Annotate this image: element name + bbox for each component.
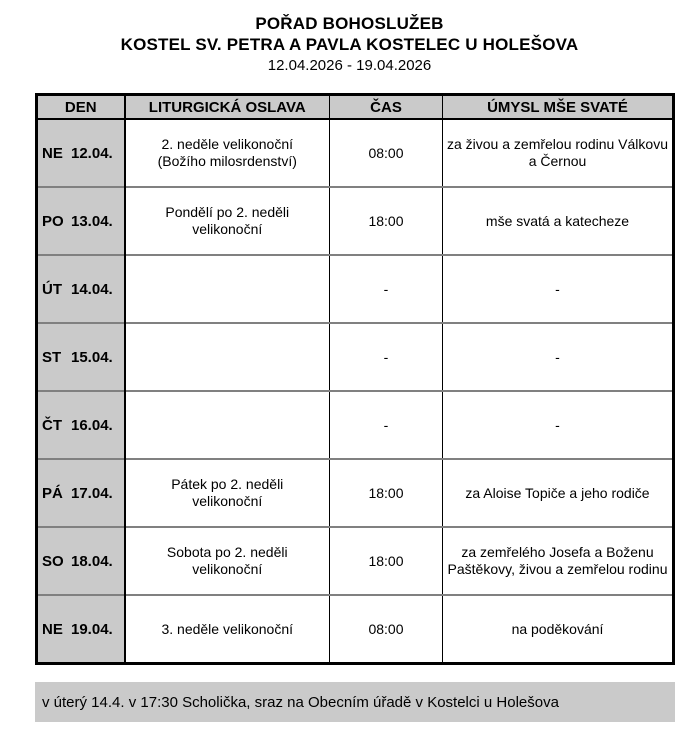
col-header-liturgicka-oslava: LITURGICKÁ OSLAVA xyxy=(125,95,330,120)
table-row xyxy=(37,187,674,255)
day-abbr: SO xyxy=(42,552,64,570)
table-row xyxy=(37,595,674,664)
table-row xyxy=(37,459,674,527)
intention-cell: - xyxy=(443,391,674,459)
time-cell: - xyxy=(330,323,443,391)
day-date: 13.04. xyxy=(71,212,113,230)
table-row xyxy=(37,255,674,323)
celebration-cell xyxy=(125,323,330,391)
footer-note: v úterý 14.4. v 17:30 Scholička, sraz na Obecním úřadě v Kostelci u Holešova xyxy=(42,693,559,711)
intention-cell: - xyxy=(443,255,674,323)
time-cell: - xyxy=(330,255,443,323)
date-range: 12.04.2026 - 19.04.2026 xyxy=(267,57,432,74)
day-cell xyxy=(37,187,125,255)
time-cell: 18:00 xyxy=(330,527,443,595)
day-abbr: PO xyxy=(42,212,64,230)
day-abbr: NE xyxy=(42,144,63,162)
day-date: 15.04. xyxy=(71,348,113,366)
day-abbr: ČT xyxy=(42,416,62,434)
day-cell xyxy=(37,391,125,459)
day-date: 12.04. xyxy=(71,144,113,162)
day-abbr: ST xyxy=(42,348,62,366)
day-cell xyxy=(37,323,125,391)
time-cell: 18:00 xyxy=(330,459,443,527)
celebration-cell: 2. neděle velikonoční (Božího milosrdenství) xyxy=(125,119,330,187)
day-cell xyxy=(37,527,125,595)
celebration-cell xyxy=(125,391,330,459)
day-date: 19.04. xyxy=(71,620,113,638)
footer-note-bar xyxy=(35,682,675,722)
day-cell xyxy=(37,119,125,187)
col-header-umysl-mse-svate: ÚMYSL MŠE SVATÉ xyxy=(443,95,674,120)
col-header-den: DEN xyxy=(37,95,125,120)
day-abbr: NE xyxy=(42,620,63,638)
day-date: 18.04. xyxy=(71,552,113,570)
celebration-cell: Pondělí po 2. neděli velikonoční xyxy=(125,187,330,255)
col-header-cas: ČAS xyxy=(330,95,443,120)
table-row xyxy=(37,391,674,459)
celebration-cell: Sobota po 2. neděli velikonoční xyxy=(125,527,330,595)
day-cell xyxy=(37,255,125,323)
intention-cell: - xyxy=(443,323,674,391)
time-cell: 18:00 xyxy=(330,187,443,255)
page-subtitle: KOSTEL SV. PETRA A PAVLA KOSTELEC U HOLEŠOVA xyxy=(120,35,579,54)
day-cell xyxy=(37,595,125,664)
page-header xyxy=(0,0,699,76)
time-cell: 08:00 xyxy=(330,119,443,187)
time-cell: - xyxy=(330,391,443,459)
day-abbr: ÚT xyxy=(42,280,62,298)
day-date: 14.04. xyxy=(71,280,113,298)
table-row xyxy=(37,527,674,595)
celebration-cell: 3. neděle velikonoční xyxy=(125,595,330,664)
intention-cell: mše svatá a katecheze xyxy=(443,187,674,255)
schedule-table xyxy=(35,93,675,665)
intention-cell: za Aloise Topiče a jeho rodiče xyxy=(443,459,674,527)
celebration-cell xyxy=(125,255,330,323)
table-header-row xyxy=(37,95,674,120)
page-title: POŘAD BOHOSLUŽEB xyxy=(255,14,444,33)
table-row xyxy=(37,119,674,187)
day-date: 17.04. xyxy=(71,484,113,502)
intention-cell: na poděkování xyxy=(443,595,674,664)
day-cell xyxy=(37,459,125,527)
intention-cell: za zemřelého Josefa a Boženu Paštěkovy, živou a zemřelou rodinu xyxy=(443,527,674,595)
time-cell: 08:00 xyxy=(330,595,443,664)
day-date: 16.04. xyxy=(71,416,113,434)
day-abbr: PÁ xyxy=(42,484,63,502)
intention-cell: za živou a zemřelou rodinu Válkovu a Černou xyxy=(443,119,674,187)
celebration-cell: Pátek po 2. neděli velikonoční xyxy=(125,459,330,527)
table-row xyxy=(37,323,674,391)
